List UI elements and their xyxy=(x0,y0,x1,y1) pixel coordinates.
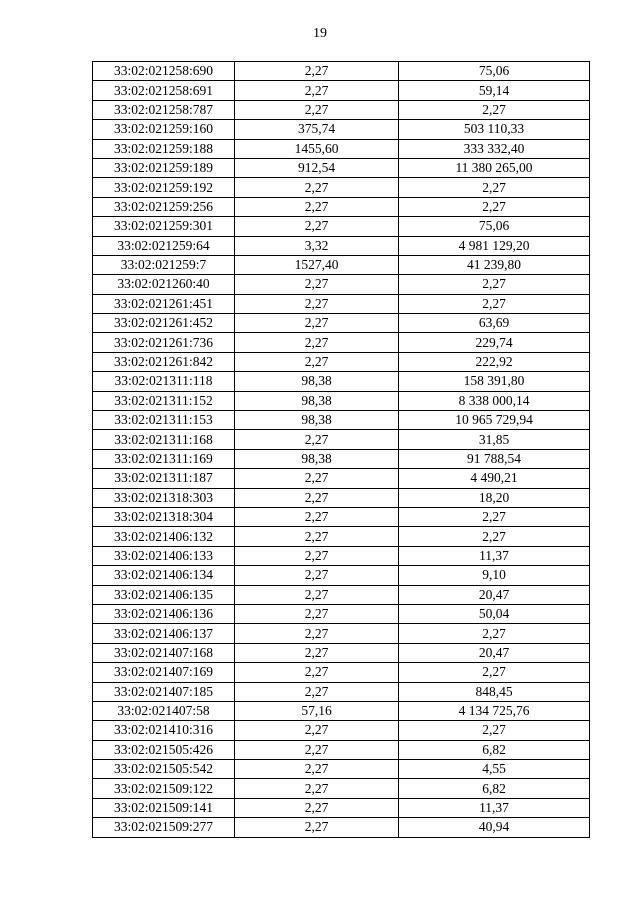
area-value-cell: 2,27 xyxy=(235,488,399,507)
cost-value-cell: 333 332,40 xyxy=(399,139,590,158)
area-value-cell: 2,27 xyxy=(235,197,399,216)
cadastral-number-cell: 33:02:021311:168 xyxy=(93,430,235,449)
table-row xyxy=(93,100,590,119)
cadastral-number-cell: 33:02:021406:135 xyxy=(93,585,235,604)
table-row xyxy=(93,275,590,294)
cost-value-cell: 91 788,54 xyxy=(399,449,590,468)
area-value-cell: 2,27 xyxy=(235,333,399,352)
table-row xyxy=(93,546,590,565)
table-row xyxy=(93,663,590,682)
cadastral-number-cell: 33:02:021509:141 xyxy=(93,798,235,817)
cadastral-number-cell: 33:02:021259:189 xyxy=(93,158,235,177)
cadastral-number-cell: 33:02:021407:169 xyxy=(93,663,235,682)
cadastral-number-cell: 33:02:021318:304 xyxy=(93,507,235,526)
cost-value-cell: 6,82 xyxy=(399,740,590,759)
cost-value-cell: 158 391,80 xyxy=(399,372,590,391)
cadastral-number-cell: 33:02:021318:303 xyxy=(93,488,235,507)
table-row xyxy=(93,779,590,798)
table-row xyxy=(93,294,590,313)
cost-value-cell: 848,45 xyxy=(399,682,590,701)
cost-value-cell: 20,47 xyxy=(399,643,590,662)
cadastral-number-cell: 33:02:021410:316 xyxy=(93,721,235,740)
table-row xyxy=(93,81,590,100)
table-row xyxy=(93,120,590,139)
cost-value-cell: 11 380 265,00 xyxy=(399,158,590,177)
table-row xyxy=(93,585,590,604)
table-row xyxy=(93,62,590,81)
cadastral-number-cell: 33:02:021259:256 xyxy=(93,197,235,216)
cadastral-number-cell: 33:02:021407:168 xyxy=(93,643,235,662)
cost-value-cell: 75,06 xyxy=(399,62,590,81)
area-value-cell: 2,27 xyxy=(235,527,399,546)
area-value-cell: 2,27 xyxy=(235,798,399,817)
table-row xyxy=(93,604,590,623)
page-number: 19 xyxy=(313,26,327,41)
cadastral-number-cell: 33:02:021259:160 xyxy=(93,120,235,139)
table-row xyxy=(93,197,590,216)
cost-value-cell: 2,27 xyxy=(399,507,590,526)
cost-value-cell: 63,69 xyxy=(399,314,590,333)
cost-value-cell: 75,06 xyxy=(399,217,590,236)
cost-value-cell: 4 490,21 xyxy=(399,469,590,488)
table-row xyxy=(93,411,590,430)
area-value-cell: 2,27 xyxy=(235,430,399,449)
cost-value-cell: 2,27 xyxy=(399,178,590,197)
cadastral-number-cell: 33:02:021311:169 xyxy=(93,449,235,468)
table-row xyxy=(93,449,590,468)
cadastral-number-cell: 33:02:021258:690 xyxy=(93,62,235,81)
cadastral-number-cell: 33:02:021406:132 xyxy=(93,527,235,546)
cadastral-number-cell: 33:02:021505:542 xyxy=(93,760,235,779)
table-row xyxy=(93,643,590,662)
area-value-cell: 2,27 xyxy=(235,663,399,682)
cadastral-number-cell: 33:02:021406:133 xyxy=(93,546,235,565)
area-value-cell: 1455,60 xyxy=(235,139,399,158)
cost-value-cell: 2,27 xyxy=(399,663,590,682)
cadastral-number-cell: 33:02:021260:40 xyxy=(93,275,235,294)
cost-value-cell: 8 338 000,14 xyxy=(399,391,590,410)
cost-value-cell: 2,27 xyxy=(399,721,590,740)
area-value-cell: 1527,40 xyxy=(235,255,399,274)
cadastral-number-cell: 33:02:021261:736 xyxy=(93,333,235,352)
cadastral-number-cell: 33:02:021505:426 xyxy=(93,740,235,759)
table-row xyxy=(93,391,590,410)
cost-value-cell: 40,94 xyxy=(399,818,590,837)
table-row xyxy=(93,469,590,488)
table-row xyxy=(93,566,590,585)
cost-value-cell: 222,92 xyxy=(399,352,590,371)
area-value-cell: 98,38 xyxy=(235,372,399,391)
area-value-cell: 2,27 xyxy=(235,62,399,81)
area-value-cell: 2,27 xyxy=(235,469,399,488)
table-row xyxy=(93,740,590,759)
data-table xyxy=(92,61,590,838)
cadastral-number-cell: 33:02:021259:7 xyxy=(93,255,235,274)
cost-value-cell: 4 134 725,76 xyxy=(399,701,590,720)
cost-value-cell: 4,55 xyxy=(399,760,590,779)
area-value-cell: 2,27 xyxy=(235,779,399,798)
cost-value-cell: 31,85 xyxy=(399,430,590,449)
cost-value-cell: 11,37 xyxy=(399,798,590,817)
cost-value-cell: 20,47 xyxy=(399,585,590,604)
cadastral-number-cell: 33:02:021261:452 xyxy=(93,314,235,333)
area-value-cell: 2,27 xyxy=(235,178,399,197)
area-value-cell: 2,27 xyxy=(235,314,399,333)
table-row xyxy=(93,333,590,352)
table-row xyxy=(93,760,590,779)
cost-value-cell: 10 965 729,94 xyxy=(399,411,590,430)
area-value-cell: 2,27 xyxy=(235,585,399,604)
area-value-cell: 57,16 xyxy=(235,701,399,720)
cost-value-cell: 2,27 xyxy=(399,294,590,313)
cadastral-number-cell: 33:02:021407:185 xyxy=(93,682,235,701)
area-value-cell: 2,27 xyxy=(235,217,399,236)
cadastral-number-cell: 33:02:021406:136 xyxy=(93,604,235,623)
cadastral-number-cell: 33:02:021509:277 xyxy=(93,818,235,837)
cost-value-cell: 6,82 xyxy=(399,779,590,798)
table-row xyxy=(93,818,590,837)
cadastral-number-cell: 33:02:021406:134 xyxy=(93,566,235,585)
cost-value-cell: 9,10 xyxy=(399,566,590,585)
table-body xyxy=(93,62,590,838)
area-value-cell: 2,27 xyxy=(235,624,399,643)
cadastral-number-cell: 33:02:021259:188 xyxy=(93,139,235,158)
cost-value-cell: 2,27 xyxy=(399,624,590,643)
cadastral-number-cell: 33:02:021259:64 xyxy=(93,236,235,255)
area-value-cell: 2,27 xyxy=(235,352,399,371)
area-value-cell: 2,27 xyxy=(235,81,399,100)
table-row xyxy=(93,507,590,526)
table-row xyxy=(93,158,590,177)
area-value-cell: 2,27 xyxy=(235,566,399,585)
cost-value-cell: 229,74 xyxy=(399,333,590,352)
cadastral-number-cell: 33:02:021261:842 xyxy=(93,352,235,371)
area-value-cell: 2,27 xyxy=(235,818,399,837)
area-value-cell: 3,32 xyxy=(235,236,399,255)
area-value-cell: 2,27 xyxy=(235,604,399,623)
cost-value-cell: 2,27 xyxy=(399,527,590,546)
area-value-cell: 2,27 xyxy=(235,740,399,759)
cost-value-cell: 50,04 xyxy=(399,604,590,623)
table-row xyxy=(93,624,590,643)
cost-value-cell: 2,27 xyxy=(399,275,590,294)
area-value-cell: 2,27 xyxy=(235,643,399,662)
cost-value-cell: 11,37 xyxy=(399,546,590,565)
cadastral-number-cell: 33:02:021258:787 xyxy=(93,100,235,119)
area-value-cell: 2,27 xyxy=(235,760,399,779)
table-row xyxy=(93,488,590,507)
cadastral-number-cell: 33:02:021406:137 xyxy=(93,624,235,643)
cost-value-cell: 59,14 xyxy=(399,81,590,100)
cost-value-cell: 4 981 129,20 xyxy=(399,236,590,255)
area-value-cell: 98,38 xyxy=(235,411,399,430)
cadastral-number-cell: 33:02:021258:691 xyxy=(93,81,235,100)
cadastral-number-cell: 33:02:021259:192 xyxy=(93,178,235,197)
table-row xyxy=(93,139,590,158)
area-value-cell: 912,54 xyxy=(235,158,399,177)
table-row xyxy=(93,721,590,740)
area-value-cell: 98,38 xyxy=(235,391,399,410)
area-value-cell: 98,38 xyxy=(235,449,399,468)
table-row xyxy=(93,236,590,255)
table-row xyxy=(93,314,590,333)
table-row xyxy=(93,255,590,274)
cadastral-number-cell: 33:02:021311:152 xyxy=(93,391,235,410)
table-row xyxy=(93,527,590,546)
cadastral-number-cell: 33:02:021311:153 xyxy=(93,411,235,430)
area-value-cell: 2,27 xyxy=(235,507,399,526)
area-value-cell: 375,74 xyxy=(235,120,399,139)
table-row xyxy=(93,430,590,449)
cost-value-cell: 41 239,80 xyxy=(399,255,590,274)
cadastral-number-cell: 33:02:021261:451 xyxy=(93,294,235,313)
cost-value-cell: 503 110,33 xyxy=(399,120,590,139)
cadastral-number-cell: 33:02:021311:118 xyxy=(93,372,235,391)
cadastral-number-cell: 33:02:021509:122 xyxy=(93,779,235,798)
cost-value-cell: 2,27 xyxy=(399,197,590,216)
table-row xyxy=(93,682,590,701)
area-value-cell: 2,27 xyxy=(235,275,399,294)
table-row xyxy=(93,352,590,371)
cadastral-number-cell: 33:02:021311:187 xyxy=(93,469,235,488)
table-row xyxy=(93,178,590,197)
cost-value-cell: 2,27 xyxy=(399,100,590,119)
area-value-cell: 2,27 xyxy=(235,546,399,565)
table-row xyxy=(93,798,590,817)
table-row xyxy=(93,217,590,236)
cadastral-number-cell: 33:02:021407:58 xyxy=(93,701,235,720)
area-value-cell: 2,27 xyxy=(235,294,399,313)
table-row xyxy=(93,372,590,391)
area-value-cell: 2,27 xyxy=(235,721,399,740)
cost-value-cell: 18,20 xyxy=(399,488,590,507)
area-value-cell: 2,27 xyxy=(235,100,399,119)
area-value-cell: 2,27 xyxy=(235,682,399,701)
cadastral-number-cell: 33:02:021259:301 xyxy=(93,217,235,236)
table-row xyxy=(93,701,590,720)
